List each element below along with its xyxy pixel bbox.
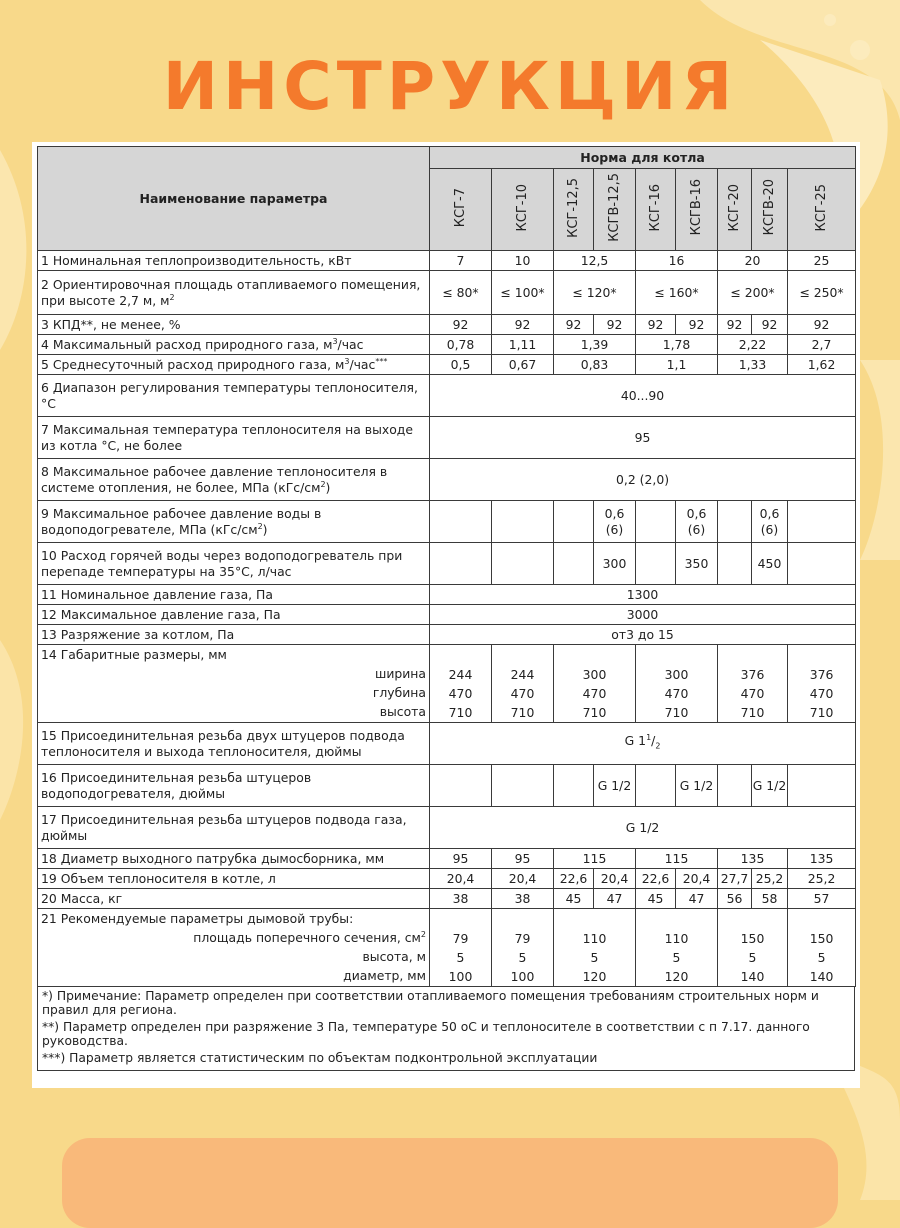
cell-value: 710 bbox=[664, 705, 689, 720]
cell-value: 300 bbox=[582, 667, 607, 682]
cell: 47 bbox=[594, 889, 636, 909]
cell-value: 100 bbox=[510, 969, 535, 984]
cell: 92 bbox=[752, 315, 788, 335]
cell-value: 79 bbox=[452, 931, 469, 946]
cell: 40...90 bbox=[430, 375, 856, 417]
table-row bbox=[38, 315, 856, 335]
cell: 135 bbox=[788, 849, 856, 869]
cell bbox=[718, 765, 752, 807]
cell-value: 110 bbox=[582, 931, 607, 946]
table-row bbox=[38, 645, 856, 723]
cell bbox=[636, 543, 676, 585]
cell bbox=[554, 645, 636, 723]
sub-label-text: площадь поперечного сечения, см bbox=[193, 930, 421, 945]
row-label: 5 Среднесуточный расход природного газа, $м^3/час^{***}$ bbox=[38, 355, 430, 375]
cell-value: (6) bbox=[687, 521, 706, 537]
row-label-text: 8 Максимальное рабочее давление теплоносителя в системе отопления, не более, МПа (кГс/см bbox=[41, 463, 388, 495]
row-label: 1 Номинальная теплопроизводительность, кВт bbox=[38, 251, 430, 271]
table-row bbox=[38, 271, 856, 315]
cell: 20,4 bbox=[430, 869, 492, 889]
table-row bbox=[38, 543, 856, 585]
row-unit: /час bbox=[349, 356, 376, 372]
table-row bbox=[38, 417, 856, 459]
table-row bbox=[38, 501, 856, 543]
cell bbox=[492, 501, 554, 543]
cell: 56 bbox=[718, 889, 752, 909]
cell: 95 bbox=[430, 849, 492, 869]
cell bbox=[430, 909, 492, 987]
cell: 38 bbox=[492, 889, 554, 909]
table-row bbox=[38, 625, 856, 645]
table-row bbox=[38, 355, 856, 375]
cell: 95 bbox=[492, 849, 554, 869]
cell bbox=[554, 909, 636, 987]
row-label: 12 Максимальное давление газа, Па bbox=[38, 605, 430, 625]
cell: 1,39 bbox=[554, 335, 636, 355]
cell-value: 120 bbox=[582, 969, 607, 984]
cell bbox=[718, 645, 788, 723]
row-label: 20 Масса, кг bbox=[38, 889, 430, 909]
cell bbox=[788, 543, 856, 585]
cell: 45 bbox=[636, 889, 676, 909]
cell: G 1/2 bbox=[594, 765, 636, 807]
table-row bbox=[38, 335, 856, 355]
cell: 45 bbox=[554, 889, 594, 909]
cell bbox=[788, 501, 856, 543]
param-header: Наименование параметра bbox=[38, 147, 430, 251]
cell bbox=[492, 765, 554, 807]
cell bbox=[492, 645, 554, 723]
cell bbox=[492, 543, 554, 585]
cell: 27,7 bbox=[718, 869, 752, 889]
cell: ≤ 80* bbox=[430, 271, 492, 315]
cell bbox=[788, 909, 856, 987]
model-label: КСГВ-12,5 bbox=[606, 173, 622, 242]
table-row bbox=[38, 585, 856, 605]
cell: 92 bbox=[594, 315, 636, 335]
cell-value: (6) bbox=[760, 521, 779, 537]
cell-value: 470 bbox=[582, 686, 607, 701]
cell-value: 470 bbox=[809, 686, 834, 701]
cell: ≤ 160* bbox=[636, 271, 718, 315]
table-row bbox=[38, 807, 856, 849]
cell bbox=[752, 501, 788, 543]
cell-value: 0,6 bbox=[759, 505, 780, 521]
cell bbox=[430, 645, 492, 723]
cell: 1,62 bbox=[788, 355, 856, 375]
cell-value: 0,6 bbox=[686, 505, 707, 521]
cell: 2,22 bbox=[718, 335, 788, 355]
cell bbox=[788, 765, 856, 807]
cell: 450 bbox=[752, 543, 788, 585]
footnote: **) Параметр определен при разряжение 3 Па, температуре 50 оС и теплоносителе в соответствии с п 7.17. данного руководства. bbox=[42, 1020, 810, 1048]
cell: 92 bbox=[718, 315, 752, 335]
row-label: 17 Присоединительная резьба штуцеров подвода газа, дюймы bbox=[38, 807, 430, 849]
cell: 7 bbox=[430, 251, 492, 271]
cell: 92 bbox=[636, 315, 676, 335]
cell: 38 bbox=[430, 889, 492, 909]
cell: G 1/2 bbox=[676, 765, 718, 807]
model-label: КСГ-7 bbox=[452, 187, 468, 228]
cell bbox=[636, 645, 718, 723]
cell bbox=[636, 909, 718, 987]
cell-value: 5 bbox=[748, 950, 757, 965]
sub-label: ширина bbox=[374, 666, 426, 681]
cell: 57 bbox=[788, 889, 856, 909]
cell: 58 bbox=[752, 889, 788, 909]
row-label: 3 КПД**, не менее, % bbox=[38, 315, 430, 335]
cell: 350 bbox=[676, 543, 718, 585]
cell: 22,6 bbox=[554, 869, 594, 889]
row-label: 16 Присоединительная резьба штуцеров водоподогревателя, дюймы bbox=[38, 765, 430, 807]
cell: ≤ 100* bbox=[492, 271, 554, 315]
footnote: *) Примечание: Параметр определен при соответствии отапливаемого помещения требованиям строительных норм и правил для региона. bbox=[42, 989, 819, 1017]
row-label: 8 Максимальное рабочее давление теплоносителя в системе отопления, не более, МПа $(кГс/см^2)$ bbox=[38, 459, 430, 501]
sub-label: диаметр, мм bbox=[343, 968, 426, 983]
row-label: 9 Максимальное рабочее давление воды в водоподогревателе, МПа $(кГс/см^2)$ bbox=[38, 501, 430, 543]
cell: ≤ 120* bbox=[554, 271, 636, 315]
row-label: 18 Диаметр выходного патрубка дымосборника, мм bbox=[38, 849, 430, 869]
cell: 92 bbox=[430, 315, 492, 335]
cell: 95 bbox=[430, 417, 856, 459]
cell bbox=[636, 501, 676, 543]
cell: 135 bbox=[718, 849, 788, 869]
cell bbox=[636, 765, 676, 807]
cell: 2,7 bbox=[788, 335, 856, 355]
cell bbox=[554, 543, 594, 585]
page-title: ИНСТРУКЦИЯ bbox=[162, 48, 738, 125]
cell: 1,78 bbox=[636, 335, 718, 355]
sub-label: высота, м bbox=[362, 949, 426, 964]
sub-label: высота bbox=[379, 704, 426, 719]
table-row bbox=[38, 459, 856, 501]
row-label: 2 Ориентировочная площадь отапливаемого помещения, при высоте 2,7 м, $м^2$ bbox=[38, 271, 430, 315]
cell: 25 bbox=[788, 251, 856, 271]
cell-value: 710 bbox=[510, 705, 535, 720]
cell-value: 710 bbox=[448, 705, 473, 720]
row-label-text: 21 Рекомендуемые параметры дымовой трубы: bbox=[41, 911, 354, 926]
cell: 1,33 bbox=[718, 355, 788, 375]
cell: 20 bbox=[718, 251, 788, 271]
cell: 16 bbox=[636, 251, 718, 271]
cell-value: 140 bbox=[740, 969, 765, 984]
cell-value: 710 bbox=[582, 705, 607, 720]
cell-value: 5 bbox=[456, 950, 465, 965]
cell: 25,2 bbox=[788, 869, 856, 889]
row-label-text: 14 Габаритные размеры, мм bbox=[41, 647, 227, 662]
cell-value: 5 bbox=[590, 950, 599, 965]
specification-table bbox=[37, 146, 856, 987]
model-label: КСГ-12,5 bbox=[565, 177, 581, 238]
cell-value: (6) bbox=[605, 521, 624, 537]
table-row bbox=[38, 605, 856, 625]
model-label: КСГВ-20 bbox=[761, 179, 777, 236]
table-row bbox=[38, 375, 856, 417]
model-label: КСГ-16 bbox=[647, 183, 663, 232]
sub-label: глубина bbox=[372, 685, 426, 700]
cell: 3000 bbox=[430, 605, 856, 625]
model-label: КСГ-25 bbox=[813, 183, 829, 232]
cell-value: 5 bbox=[817, 950, 826, 965]
cell: 1300 bbox=[430, 585, 856, 605]
cell bbox=[718, 501, 752, 543]
cell: 115 bbox=[554, 849, 636, 869]
cell: G 1/2 bbox=[430, 807, 856, 849]
cell: ≤ 200* bbox=[718, 271, 788, 315]
row-label-text: 2 Ориентировочная площадь отапливаемого помещения, при высоте 2,7 м, м bbox=[41, 276, 421, 308]
footnote: ***) Параметр является статистическим по объектам подконтрольной эксплуатации bbox=[42, 1051, 598, 1065]
model-label: КСГВ-16 bbox=[688, 179, 704, 236]
cell: 1,1 bbox=[636, 355, 718, 375]
cell-value: 470 bbox=[664, 686, 689, 701]
spec-sheet bbox=[32, 142, 860, 1088]
cell: 92 bbox=[554, 315, 594, 335]
sub-label: площадь поперечного сечения, $см^2$ bbox=[193, 929, 426, 945]
row-unit: /час bbox=[337, 336, 364, 352]
cell: 22,6 bbox=[636, 869, 676, 889]
cell-value: 150 bbox=[809, 931, 834, 946]
cell: 0,5 bbox=[430, 355, 492, 375]
row-label: 6 Диапазон регулирования температуры теплоносителя, °С bbox=[38, 375, 430, 417]
row-label: 19 Объем теплоносителя в котле, л bbox=[38, 869, 430, 889]
row-label: 13 Разряжение за котлом, Па bbox=[38, 625, 430, 645]
table-row bbox=[38, 849, 856, 869]
row-label bbox=[38, 909, 430, 987]
cell-value: 150 bbox=[740, 931, 765, 946]
cell: 0,83 bbox=[554, 355, 636, 375]
cell bbox=[430, 765, 492, 807]
cell-value: 120 bbox=[664, 969, 689, 984]
cell: 115 bbox=[636, 849, 718, 869]
cell-value: 470 bbox=[448, 686, 473, 701]
cell: 20,4 bbox=[594, 869, 636, 889]
cell: ≤ 250* bbox=[788, 271, 856, 315]
row-label: 7 Максимальная температура теплоносителя на выходе из котла °С, не более bbox=[38, 417, 430, 459]
cell bbox=[594, 501, 636, 543]
cell-value: 300 bbox=[664, 667, 689, 682]
cell bbox=[788, 645, 856, 723]
cell: 92 bbox=[492, 315, 554, 335]
cell-value: 110 bbox=[664, 931, 689, 946]
cell: от3 до 15 bbox=[430, 625, 856, 645]
table-row bbox=[38, 765, 856, 807]
cell-value: 470 bbox=[740, 686, 765, 701]
bottom-panel bbox=[62, 1138, 838, 1228]
cell bbox=[676, 501, 718, 543]
cell: 20,4 bbox=[676, 869, 718, 889]
cell-value: 100 bbox=[448, 969, 473, 984]
row-label-text: 4 Максимальный расход природного газа, м bbox=[41, 336, 333, 352]
table-row bbox=[38, 869, 856, 889]
cell: 92 bbox=[788, 315, 856, 335]
model-label: КСГ-10 bbox=[514, 183, 530, 232]
cell-value: 710 bbox=[740, 705, 765, 720]
cell: 20,4 bbox=[492, 869, 554, 889]
cell bbox=[492, 909, 554, 987]
cell: 0,78 bbox=[430, 335, 492, 355]
model-label: КСГ-20 bbox=[726, 183, 742, 232]
table-row bbox=[38, 909, 856, 987]
cell bbox=[430, 543, 492, 585]
cell: 12,5 bbox=[554, 251, 636, 271]
cell: 92 bbox=[676, 315, 718, 335]
table-row bbox=[38, 251, 856, 271]
cell: 0,2 (2,0) bbox=[430, 459, 856, 501]
cell: G $1^1/_2$ bbox=[430, 723, 856, 765]
cell-value: 376 bbox=[740, 667, 765, 682]
norm-header: Норма для котла bbox=[430, 147, 856, 169]
cell-value: 5 bbox=[518, 950, 527, 965]
cell bbox=[718, 543, 752, 585]
cell: 0,67 bbox=[492, 355, 554, 375]
cell-value: 470 bbox=[510, 686, 535, 701]
table-row bbox=[38, 889, 856, 909]
cell-value: 710 bbox=[809, 705, 834, 720]
row-label: 4 Максимальный расход природного газа, $м^3$/час bbox=[38, 335, 430, 355]
cell-value: 244 bbox=[510, 667, 535, 682]
row-label-text: 5 Среднесуточный расход природного газа, м bbox=[41, 356, 345, 372]
cell bbox=[554, 765, 594, 807]
cell: G 1/2 bbox=[752, 765, 788, 807]
cell-value: 5 bbox=[672, 950, 681, 965]
cell-value: 244 bbox=[448, 667, 473, 682]
cell-value: 79 bbox=[514, 931, 531, 946]
row-label bbox=[38, 645, 430, 723]
cell: 10 bbox=[492, 251, 554, 271]
cell bbox=[554, 501, 594, 543]
cell: 47 bbox=[676, 889, 718, 909]
row-label: 15 Присоединительная резьба двух штуцеров подвода теплоносителя и выхода теплоносителя, дюймы bbox=[38, 723, 430, 765]
cell: 300 bbox=[594, 543, 636, 585]
cell: 1,11 bbox=[492, 335, 554, 355]
row-label: 11 Номинальное давление газа, Па bbox=[38, 585, 430, 605]
cell-value: G 1 bbox=[624, 732, 647, 748]
row-label: 10 Расход горячей воды через водоподогреватель при перепаде температуры на 35°С, л/час bbox=[38, 543, 430, 585]
cell bbox=[430, 501, 492, 543]
cell: 25,2 bbox=[752, 869, 788, 889]
cell-value: 140 bbox=[809, 969, 834, 984]
row-label-text: 9 Максимальное рабочее давление воды в водоподогревателе, МПа (кГс/см bbox=[41, 505, 322, 537]
cell-value: 376 bbox=[809, 667, 834, 682]
cell bbox=[718, 909, 788, 987]
footnotes bbox=[37, 987, 855, 1071]
cell-value: 0,6 bbox=[604, 505, 625, 521]
table-row bbox=[38, 723, 856, 765]
